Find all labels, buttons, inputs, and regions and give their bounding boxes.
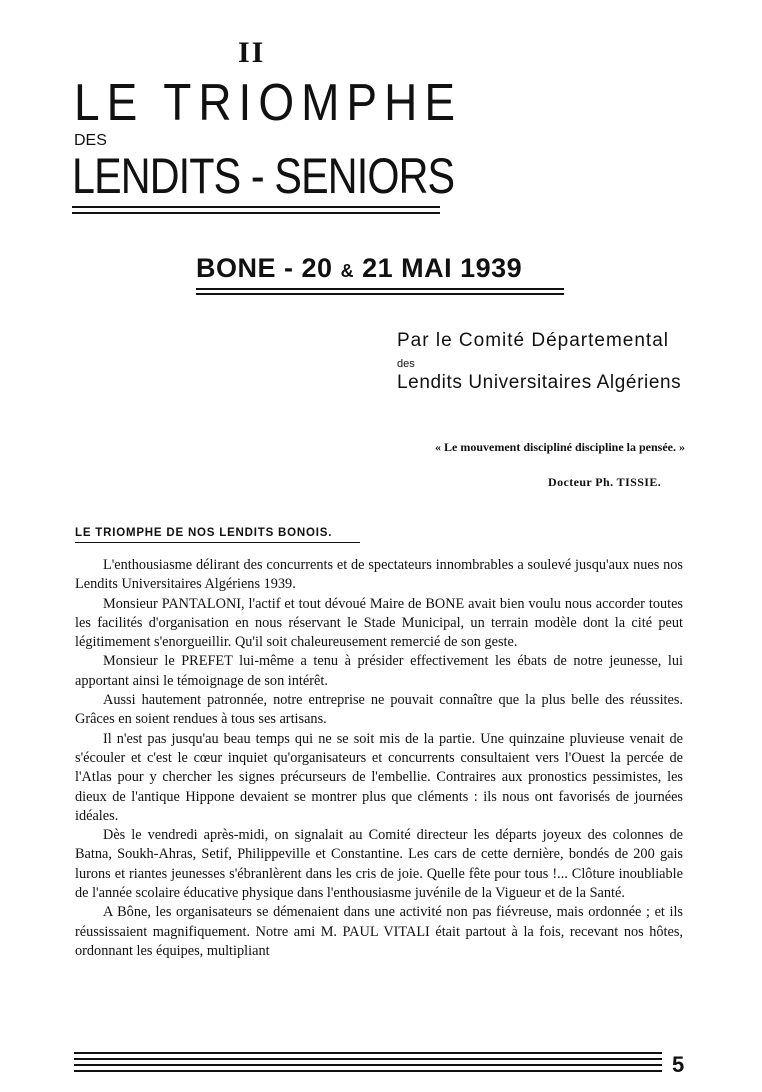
byline-line-2: des — [397, 358, 415, 370]
title-rule-top — [72, 206, 440, 208]
paragraph: Dès le vendredi après-midi, on signalait au Comité directeur les départs joyeux des colonnes de Batna, Soukh-Ahras, Setif, Philippeville et Constantine. Les cars de cette dernière, bondés de 200 gais lurons et riantes jeunesses s'ébranlèrent dans les cris de joie. Quelle fête pour tous !... Clôture inoubliable de l'année scolaire éducative physique dans l'enthousiasme juvénile de la Vigueur et de la Santé. — [75, 827, 683, 902]
byline-line-1: Par le Comité Départemental — [397, 330, 669, 351]
title-line-3: LENDITS - SENIORS — [72, 149, 455, 205]
event-date: 21 MAI 1939 — [362, 253, 523, 283]
section-underline — [75, 542, 360, 543]
footer-rule-2 — [74, 1058, 662, 1060]
paragraph: Aussi hautement patronnée, notre entreprise ne pouvait connaître que la plus belle des réussites. Grâces en soient rendues à tous ses artisans. — [75, 692, 683, 728]
byline-line-3: Lendits Universitaires Algériens — [397, 372, 682, 393]
event-rule-bottom — [196, 293, 564, 295]
title-line-1: LE TRIOMPHE — [74, 73, 462, 132]
section-heading: LE TRIOMPHE DE NOS LENDITS BONOIS. — [75, 527, 333, 539]
event-place: BONE - 20 — [196, 253, 333, 283]
paragraph: Il n'est pas jusqu'au beau temps qui ne se soit mis de la partie. Une quinzaine pluvieuse venait de s'écouler et c'est le cœur inquiet qu'organisateurs et concurrents consultaient vers l'Ouest la percée de l'Atlas pour y chercher les signes précurseurs de l'embellie. Contraires aux pronostics pessimistes, les dieux de l'antique Hippone devaient se montrer plus que cléments : ils nous ont favorisés de journées idéales. — [75, 730, 683, 824]
event-heading — [196, 253, 522, 284]
paragraph: Monsieur PANTALONI, l'actif et tout dévoué Maire de BONE avait bien voulu nous accorder toutes les facilités d'organisation en nous réservant le Stade Municipal, un terrain modèle dont la cité peut légitimement s'enorgueillir. Qu'il soit chaleureusement remercié de son geste. — [75, 595, 683, 651]
epigraph-quote: « Le mouvement discipliné discipline la pensée. » — [435, 440, 686, 454]
body-text — [75, 556, 683, 961]
footer-rule-4 — [74, 1070, 662, 1072]
title-line-2: DES — [74, 132, 107, 149]
footer-rule-3 — [74, 1064, 662, 1066]
paragraph: A Bône, les organisateurs se démenaient dans une activité non pas fiévreuse, mais ordonnée ; et ils réussissaient magnifiquement. Notre ami M. PAUL VITALI était partout à la fois, recevant nos hôtes, ordonnant les équipes, multipliant — [75, 904, 683, 959]
footer-rule-1 — [74, 1052, 662, 1054]
chapter-number: II — [238, 36, 266, 69]
epigraph-author: Docteur Ph. TISSIE. — [548, 475, 662, 489]
paragraph: L'enthousiasme délirant des concurrents et de spectateurs innombrables a soulevé jusqu'aux nues nos Lendits Universitaires Algériens 1939. — [75, 557, 683, 593]
page-number: 5 — [672, 1052, 685, 1077]
title-rule-bottom — [72, 212, 440, 214]
event-ampersand: & — [340, 261, 355, 281]
event-rule-top — [196, 288, 564, 290]
paragraph: Monsieur le PREFET lui-même a tenu à présider effectivement les ébats de notre jeunesse, lui apportant ainsi le témoignage de son intérêt. — [75, 653, 683, 689]
